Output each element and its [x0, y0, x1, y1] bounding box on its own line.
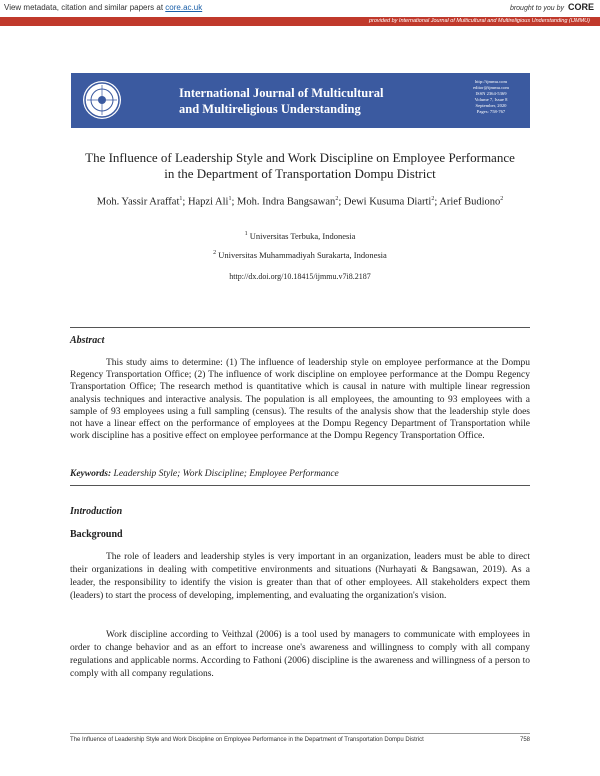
keywords-label: Keywords:	[70, 469, 112, 479]
affiliation-text: Universitas Terbuka, Indonesia	[247, 231, 356, 241]
body-paragraph-1: The role of leaders and leadership styles is very important in an organization, leaders must be able to direct their organizations in dealing with competitive environments and situations (Nurhayati & Bangsawan, 2019). As a leader, the responsibility to identify the vision is greater than that of other employees. All stakeholders expect them (leaders) to start the process of developing, implementing, and evaluating the organization's vision.	[70, 552, 530, 601]
author-name: Hapzi Ali	[187, 196, 229, 208]
author-sup: 2	[500, 196, 504, 202]
abstract-text: This study aims to determine: (1) The influence of leadership style on employee performance at the Dompu Regency Transportation Office; (2) The influence of work discipline on employee performance at the Dompu Regency Transportation Office; The research method is quantitative which is causal in nature with multiple linear regression analysis techniques and interactive analysis. The population is all employees, the amounting to 93 employees with a sample of 93 employees using a full sampling (census). The results of the analysis show that the leadership style does not have a linear effect on the performance of employees at the Dompu Regency Department of Transportation while work discipline has a positive effect on employee performance at the Dompu Regency Transportation Office.	[70, 358, 530, 442]
journal-title-line2: and Multireligious Understanding	[179, 102, 361, 116]
affiliation-sup: 2	[213, 250, 217, 257]
journal-info-email: editor@ijmmu.com	[473, 85, 509, 90]
affiliation-text: Universitas Muhammadiyah Surakarta, Indonesia	[216, 250, 387, 260]
journal-banner	[71, 73, 530, 128]
keywords	[70, 469, 530, 479]
journal-info-date: September, 2020	[475, 103, 507, 108]
keywords-text: Leadership Style; Work Discipline; Employee Performance	[111, 469, 339, 479]
paper-title-line1: The Influence of Leadership Style and Work Discipline on Employee Performance	[85, 150, 515, 165]
author-sup: 2	[335, 196, 339, 202]
author-sup: 2	[431, 196, 435, 202]
affiliation-1	[0, 231, 600, 241]
journal-info-url: http://ijmmu.com	[474, 79, 508, 84]
author-name: Moh. Yassir Araffat	[96, 196, 180, 208]
introduction-heading: Introduction	[70, 506, 123, 517]
core-logo: CORE	[567, 2, 594, 12]
author-name: Moh. Indra Bangsawan	[237, 196, 336, 208]
journal-logo-icon	[83, 81, 121, 119]
doi-link[interactable]: http://dx.doi.org/10.18415/ijmmu.v7i8.2187	[229, 272, 371, 281]
core-metadata-bar	[0, 0, 600, 16]
core-brought-by[interactable]	[510, 2, 594, 12]
journal-info	[460, 79, 522, 115]
journal-title	[179, 85, 439, 117]
footer-page-number: 758	[519, 737, 530, 743]
footer-running-title: The Influence of Leadership Style and Work Discipline on Employee Performance in the Department of Transportation Dompu District	[70, 737, 424, 743]
abstract-heading: Abstract	[70, 335, 105, 346]
abstract-divider-bottom	[70, 485, 530, 486]
paper-title	[40, 150, 560, 182]
journal-title-line1: International Journal of Multicultural	[179, 86, 384, 100]
core-metadata-label: View metadata, citation and similar papers at	[4, 3, 166, 12]
brought-by-label: brought to you by	[509, 5, 565, 12]
background-heading: Background	[70, 529, 123, 540]
paper-title-line2: in the Department of Transportation Dompu District	[164, 166, 436, 181]
affiliation-2	[0, 250, 600, 260]
author-name: Arief Budiono	[439, 196, 501, 208]
journal-info-pages: Pages: 758-767	[476, 109, 506, 114]
journal-info-issn: ISSN 2364-5369	[475, 91, 507, 96]
author-name: Dewi Kusuma Diarti	[343, 196, 432, 208]
footer-divider	[70, 733, 530, 734]
core-link[interactable]: core.ac.uk	[165, 3, 203, 12]
provided-by-bar	[0, 17, 600, 26]
core-metadata-text	[4, 3, 202, 12]
affiliation-sup: 1	[244, 231, 248, 238]
author-sup: 1	[228, 196, 232, 202]
abstract-divider-top	[70, 327, 530, 328]
provided-by-text: provided by International Journal of Multicultural and Multireligious Understanding (IJMMU)	[368, 18, 590, 24]
journal-info-volume: Volume 7, Issue 8	[474, 97, 508, 102]
author-sup: 1	[179, 196, 183, 202]
author-list: Moh. Yassir Araffat$^1$; Hapzi Ali$^1$; Moh. Indra Bangsawan$^2$; Dewi Kusuma Diarti$^2$; Arief Budiono$^2$	[96, 196, 504, 208]
body-paragraph-2: Work discipline according to Veithzal (2006) is a tool used by managers to communicate with employees in order to change behavior and as an effort to increase one's awareness and willingness to comply with all company regulations and applicable norms. According to Fathoni (2006) discipline is the awareness and willingness of a person to comply with all company regulations.	[70, 630, 530, 679]
